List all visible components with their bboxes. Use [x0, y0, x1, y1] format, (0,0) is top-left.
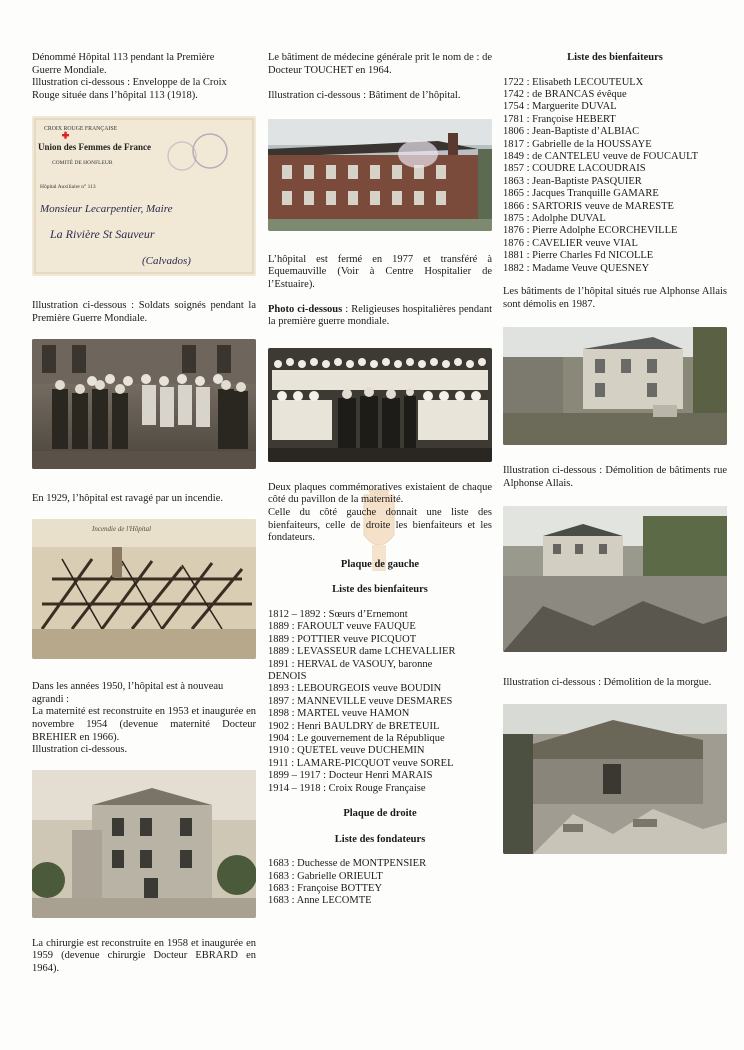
list-item: 1866 : SARTORIS veuve de MARESTE	[503, 200, 674, 212]
plaques-paragraph	[268, 482, 492, 545]
nuns-caption	[268, 304, 492, 329]
envelope-handwriting: Monsieur Lecarpentier, Maire	[40, 203, 173, 216]
demolition-illustration-2	[503, 506, 727, 652]
fifties-paragraph	[32, 681, 256, 757]
list-item: 1910 : QUETEL veuve DUCHEMIN	[268, 745, 425, 757]
intro-paragraph	[32, 52, 256, 102]
list-item: 1875 : Adolphe DUVAL	[503, 213, 606, 225]
maternity-photo	[32, 770, 256, 918]
envelope-illustration	[32, 116, 256, 276]
hospital-building-illustration	[268, 119, 492, 231]
demolition-illustration-1	[503, 327, 727, 445]
heading-liste-bienfaiteurs: Liste des bienfaiteurs	[332, 584, 428, 596]
list-fondateurs	[268, 858, 492, 908]
morgue-demolition-photo	[503, 704, 727, 854]
envelope-text: Union des Femmes de France	[38, 142, 151, 153]
list-item: 1849 : de CANTELEU veuve de FOUCAULT	[503, 151, 699, 163]
list-item: 1683 : Gabrielle ORIEULT	[268, 870, 383, 882]
text-line: Guerre Mondiale.	[32, 64, 107, 76]
hospital-building-caption: Illustration ci-dessous : Bâtiment de l’hôpital.	[268, 90, 461, 102]
column-right	[503, 52, 727, 854]
list-item: 1683 : Anne LECOMTE	[268, 895, 372, 907]
list-bienfaiteurs-droite	[503, 77, 727, 276]
fire-ruins-illustration	[32, 519, 256, 659]
list-item: 1893 : LEBOURGEOIS veuve BOUDIN	[268, 683, 442, 695]
hospital-building-photo	[268, 119, 492, 231]
fire-ruins-photo	[32, 519, 256, 659]
column-middle	[268, 52, 492, 908]
envelope-text: Hôpital Auxiliaire n° 113	[40, 184, 96, 191]
demolition-photo-1	[503, 327, 727, 445]
list-item: 1817 : Gabrielle de la HOUSSAYE	[503, 138, 652, 150]
heading-liste-bienfaiteurs-droite: Liste des bienfaiteurs	[567, 52, 663, 63]
list-item: 1781 : Françoise HEBERT	[503, 113, 616, 125]
envelope-text: CROIX ROUGE FRANÇAISE	[44, 126, 118, 133]
nuns-illustration	[268, 348, 492, 462]
list-bienfaiteurs-gauche	[268, 609, 492, 795]
text-line: Dans les années 1950, l’hôpital est à nouveau	[32, 681, 224, 693]
list-item: 1889 : LEVASSEUR dame LCHEVALLIER	[268, 646, 456, 658]
list-item: 1914 – 1918 : Croix Rouge Française	[268, 782, 426, 794]
soldiers-illustration	[32, 339, 256, 469]
list-item: 1898 : MARTEL veuve HAMON	[268, 708, 410, 720]
morgue-demolition-illustration	[503, 704, 727, 854]
list-item: 1683 : Duchesse de MONTPENSIER	[268, 858, 427, 870]
caption-bold-label: Photo ci-dessous	[268, 303, 343, 315]
list-item: 1904 : Le gouvernement de la République	[268, 732, 445, 744]
text-line: Rouge située dans l’hôpital 113 (1918).	[32, 89, 198, 101]
medicine-building-paragraph: Le bâtiment de médecine générale prit le nom de : de Docteur TOUCHET en 1964.	[268, 52, 492, 76]
list-item: 1902 : Henri BAULDRY de BRETEUIL	[268, 720, 440, 732]
demolition-paragraph: Les bâtiments de l’hôpital situés rue Alphonse Allais sont démolis en 1987.	[503, 286, 727, 310]
list-item: 1891 : HERVAL de VASOUY, baronne	[268, 658, 433, 670]
list-item: 1863 : Jean-Baptiste PASQUIER	[503, 175, 642, 187]
text-line: Dénommé Hôpital 113 pendant la Première	[32, 52, 215, 63]
envelope-image	[32, 116, 256, 276]
demolition-caption-2: Illustration ci-dessous : Démolition de la morgue.	[503, 677, 712, 689]
list-item: 1897 : MANNEVILLE veuve DESMARES	[268, 695, 453, 707]
list-item: 1865 : Jacques Tranquille GAMARE	[503, 188, 659, 200]
list-item: 1857 : COUDRE LACOUDRAIS	[503, 163, 646, 175]
list-item: 1812 – 1892 : Sœurs d’Ernemont	[268, 608, 408, 620]
list-item: 1683 : Françoise BOTTEY	[268, 883, 383, 894]
list-item: 1742 : de BRANCAS évêque	[503, 89, 627, 100]
surgery-paragraph: La chirurgie est reconstruite en 1958 et inaugurée en 1959 (devenue chirurgie Docteur EBRARD en 1964).	[32, 937, 256, 974]
heading-liste-fondateurs: Liste des fondateurs	[334, 833, 426, 845]
list-item: 1889 : POTTIER veuve PICQUOT	[268, 633, 417, 645]
list-item: 1876 : CAVELIER veuve VIAL	[503, 237, 638, 249]
envelope-handwriting: (Calvados)	[142, 255, 191, 268]
text-line: Illustration ci-dessous.	[32, 744, 128, 756]
text-line: Illustration ci-dessous : Enveloppe de la Croix	[32, 77, 227, 89]
list-item: 1754 : Marguerite DUVAL	[503, 101, 617, 113]
heading-plaque-droite: Plaque de droite	[343, 808, 417, 819]
maternity-illustration	[32, 770, 256, 918]
list-item: 1882 : Madame Veuve QUESNEY	[503, 262, 650, 274]
nuns-photo	[268, 348, 492, 462]
demolition-photo-2	[503, 506, 727, 652]
text-line: Celle du côté gauche donnait une liste des bienfaiteurs, celle de droite les bienfaiteurs et les fondateurs.	[268, 506, 492, 544]
svg-text:Incendie de l'Hôpital: Incendie de l'Hôpital	[92, 525, 152, 534]
list-item: 1806 : Jean-Baptiste d’ALBIAC	[503, 126, 640, 138]
soldiers-caption: Illustration ci-dessous : Soldats soignés pendant la Première Guerre Mondiale.	[32, 300, 256, 324]
demolition-caption-1: Illustration ci-dessous : Démolition de bâtiments rue Alphonse Allais.	[503, 465, 727, 489]
text-line: La maternité est reconstruite en 1953 et inaugurée en novembre 1954 (devenue maternité Docteur BREHIER en 1966).	[32, 706, 256, 743]
text-line: agrandi :	[32, 693, 70, 705]
caption-rest: : Religieuses hospitalières pendant la première guerre mondiale.	[268, 303, 492, 328]
list-item: 1899 – 1917 : Docteur Henri MARAIS	[268, 770, 433, 782]
fire-caption: En 1929, l’hôpital est ravagé par un incendie.	[32, 492, 223, 504]
list-item: DENOIS	[268, 670, 307, 682]
closure-paragraph: L’hôpital est fermé en 1977 et transféré à Equemauville (Voir à Centre Hospitalier de l’Estuaire).	[268, 253, 492, 290]
envelope-handwriting: La Rivière St Sauveur	[50, 227, 155, 242]
list-item: 1889 : FAROULT veuve FAUQUE	[268, 621, 416, 633]
column-left	[32, 52, 256, 976]
envelope-text: COMITÉ DE HONFLEUR	[52, 160, 113, 167]
list-item: 1722 : Elisabeth LECOUTEULX	[503, 76, 644, 88]
text-line: Deux plaques commémoratives existaient de chaque côté du pavillon de la maternité.	[268, 481, 492, 506]
list-item: 1911 : LAMARE-PICQUOT veuve SOREL	[268, 757, 454, 769]
list-item: 1881 : Pierre Charles Fd NICOLLE	[503, 250, 654, 262]
list-item: 1876 : Pierre Adolphe ECORCHEVILLE	[503, 225, 678, 237]
soldiers-photo	[32, 339, 256, 469]
heading-plaque-gauche: Plaque de gauche	[340, 558, 420, 570]
